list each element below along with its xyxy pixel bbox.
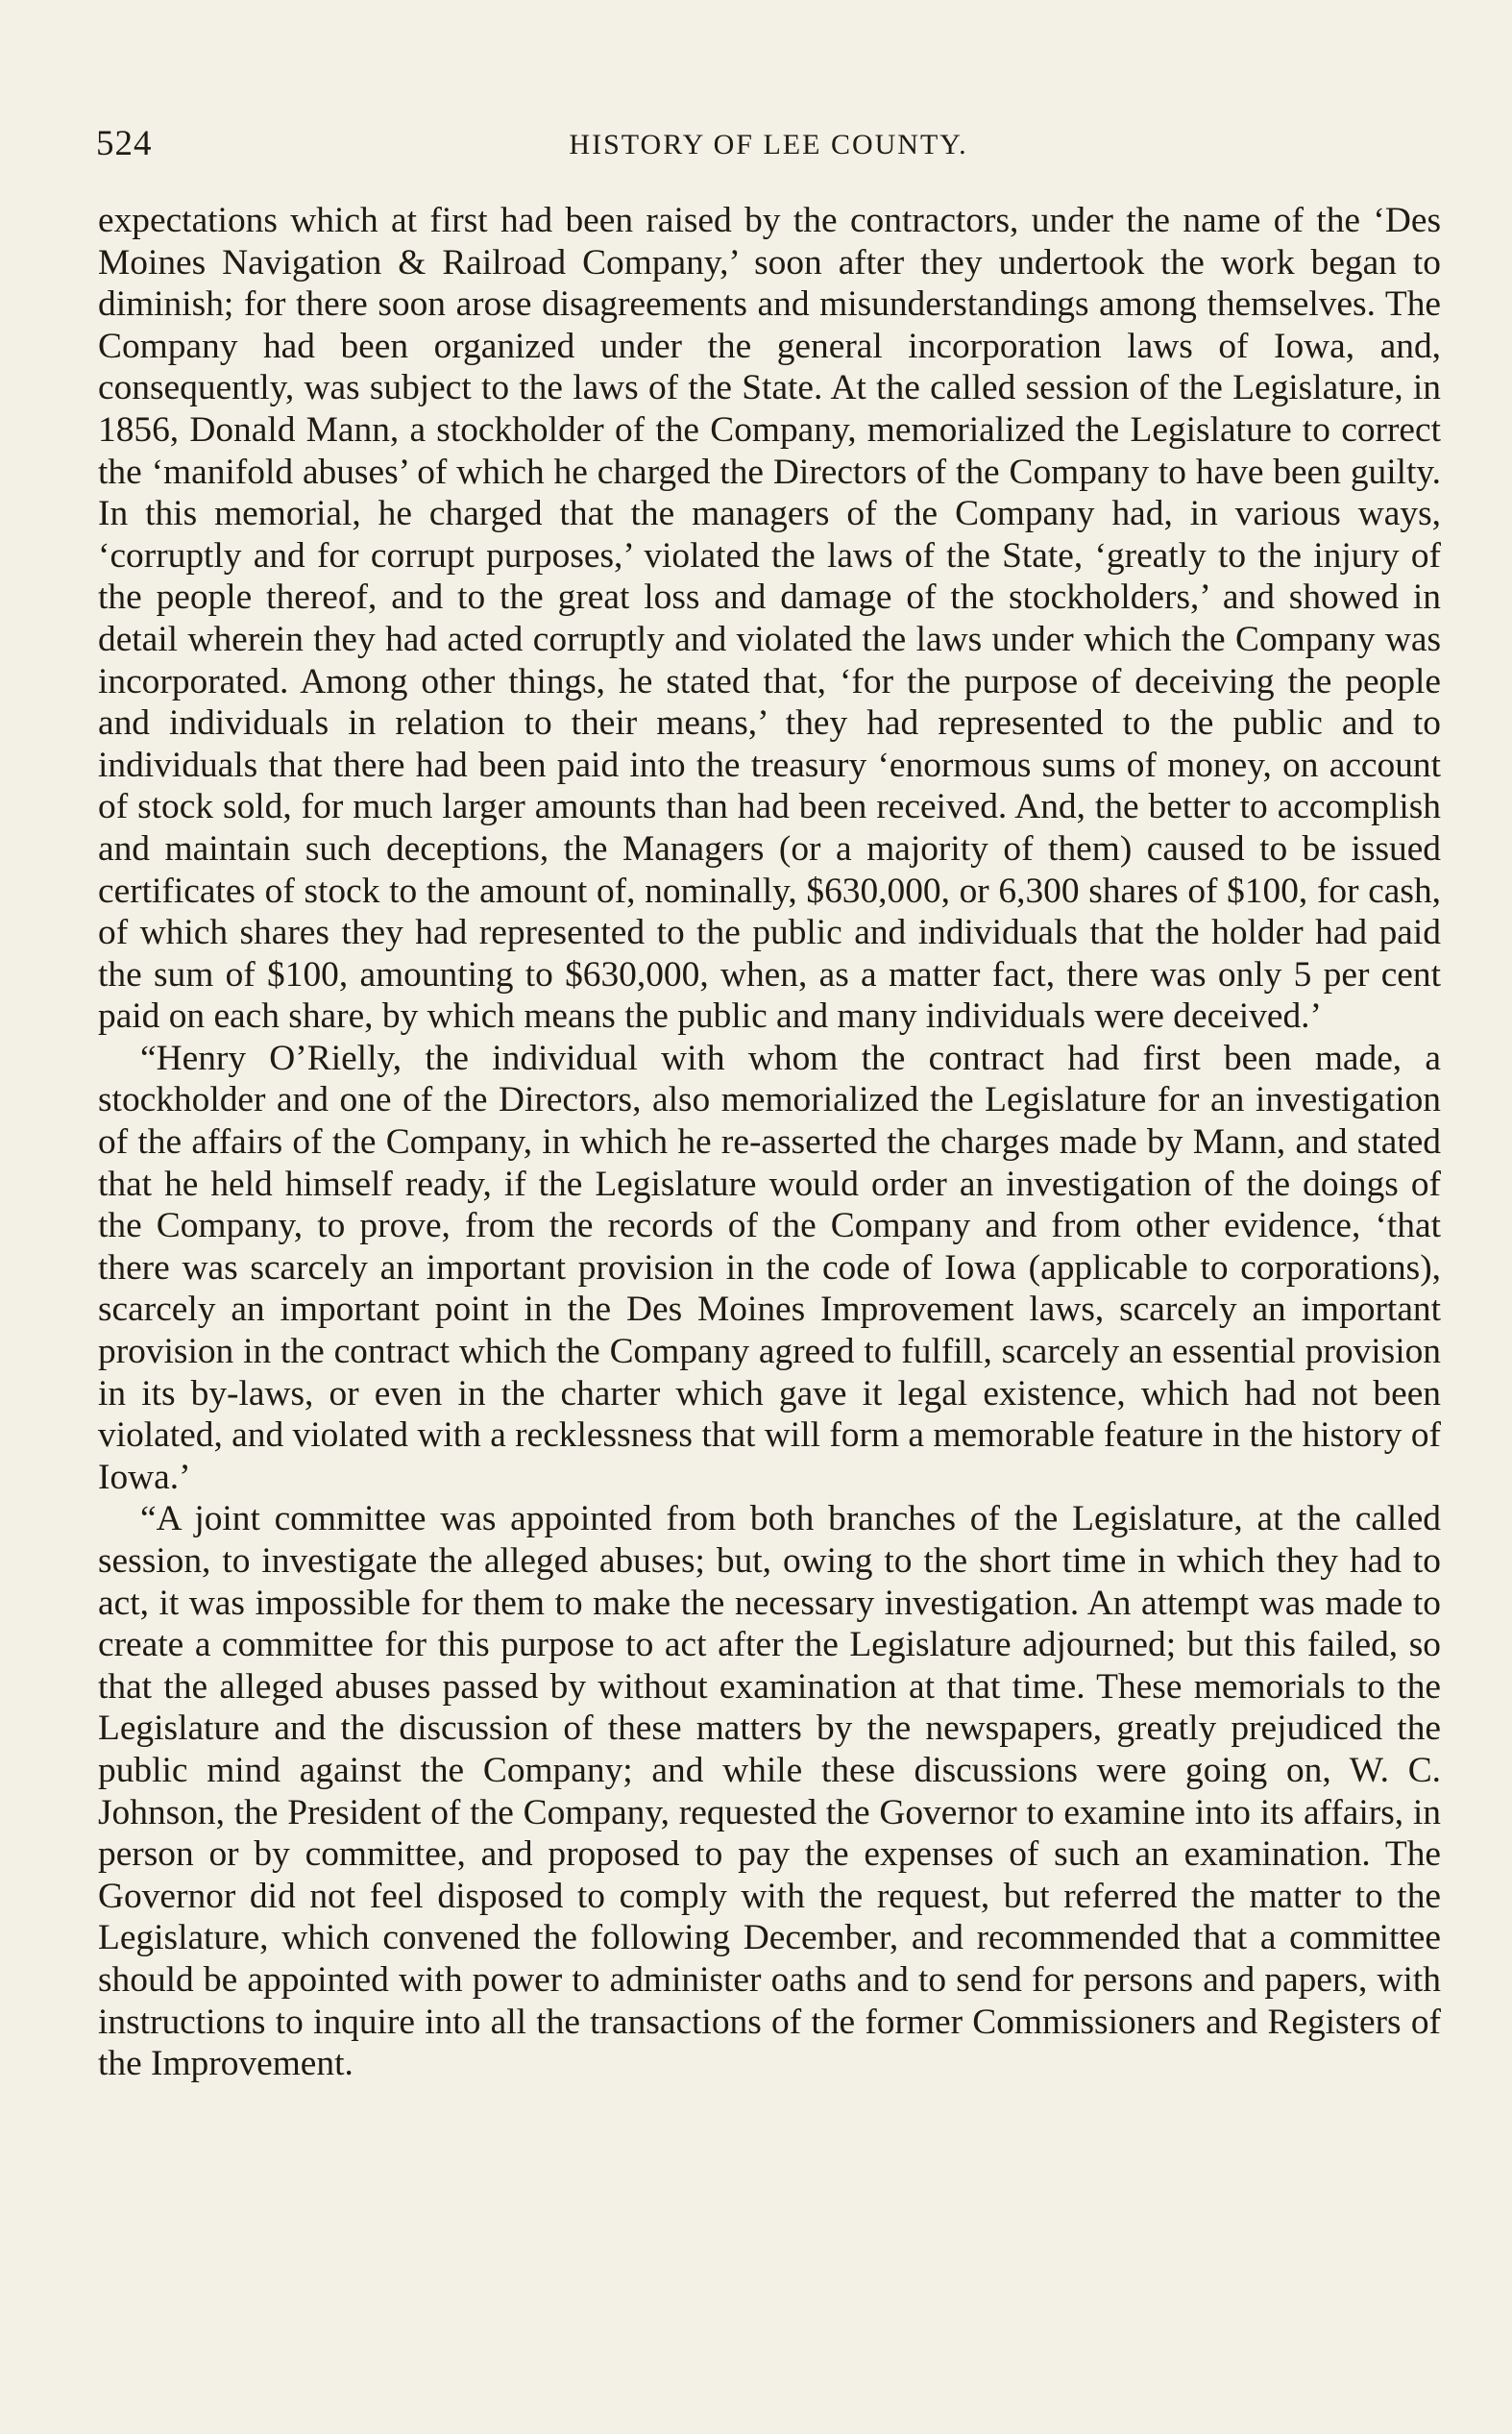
page-header	[96, 123, 1441, 171]
running-head: HISTORY OF LEE COUNTY.	[569, 129, 968, 160]
body-text	[98, 200, 1441, 2085]
paragraph-continued: expectations which at first had been raised by the contractors, under the name of the ‘Des Moines Navigation & Railroad Company,’ soon after they undertook the work began to diminish; for there soon arose disagreements and misunderstandings among themselves. The Company had been organized under the general incorporation laws of Iowa, and, consequently, was subject to the laws of the State. At the called session of the Legislature, in 1856, Donald Mann, a stockholder of the Company, memorialized the Legislature to correct the ‘manifold abuses’ of which he charged the Directors of the Company to have been guilty. In this memorial, he charged that the managers of the Company had, in various ways, ‘corruptly and for corrupt purposes,’ violated the laws of the State, ‘greatly to the injury of the people thereof, and to the great loss and damage of the stockholders,’ and showed in detail wherein they had acted corruptly and violated the laws under which the Company was incorporated. Among other things, he stated that, ‘for the purpose of deceiving the people and individuals in relation to their means,’ they had represented to the public and to individuals that there had been paid into the treasury ‘enormous sums of money, on account of stock sold, for much larger amounts than had been received. And, the better to accomplish and maintain such deceptions, the Managers (or a majority of them) caused to be issued certificates of stock to the amount of, nominally, $630,000, or 6,300 shares of $100, for cash, of which shares they had represented to the public and individuals that the holder had paid the sum of $100, amounting to $630,000, when, as a matter fact, there was only 5 per cent paid on each share, by which means the public and many individuals were deceived.’	[98, 201, 1441, 1037]
paragraph-joint-committee: “A joint committee was appointed from both branches of the Legislature, at the called session, to investigate the alleged abuses; but, owing to the short time in which they had to act, it was impossible for them to make the necessary investigation. An attempt was made to create a committee for this purpose to act after the Legislature adjourned; but this failed, so that the alleged abuses passed by without examination at that time. These memorials to the Legislature and the discussion of these matters by the newspapers, greatly prejudiced the public mind against the Company; and while these discussions were going on, W. C. Johnson, the President of the Company, requested the Governor to examine into its affairs, in person or by committee, and proposed to pay the expenses of such an examination. The Governor did not feel disposed to comply with the request, but referred the matter to the Legislature, which convened the following December, and recommended that a committee should be appointed with power to administer oaths and to send for persons and papers, with instructions to inquire into all the transactions of the former Commissioners and Registers of the Improvement.	[98, 1499, 1441, 2084]
paragraph-oreilly-memorial: “Henry O’Rielly, the individual with whom the contract had first been made, a stockholder and one of the Directors, also memorialized the Legislature for an investigation of the affairs of the Company, in which he re-asserted the charges made by Mann, and stated that he held himself ready, if the Legislature would order an investigation of the doings of the Company, to prove, from the records of the Company and from other evidence, ‘that there was scarcely an important provision in the code of Iowa (applicable to corporations), scarcely an important point in the Des Moines Improvement laws, scarcely an important provision in the contract which the Company agreed to fulfill, scarcely an essential provision in its by-laws, or even in the charter which gave it legal existence, which had not been violated, and violated with a recklessness that will form a memorable feature in the history of Iowa.’	[98, 1038, 1441, 1497]
page-number: 524	[96, 124, 153, 163]
